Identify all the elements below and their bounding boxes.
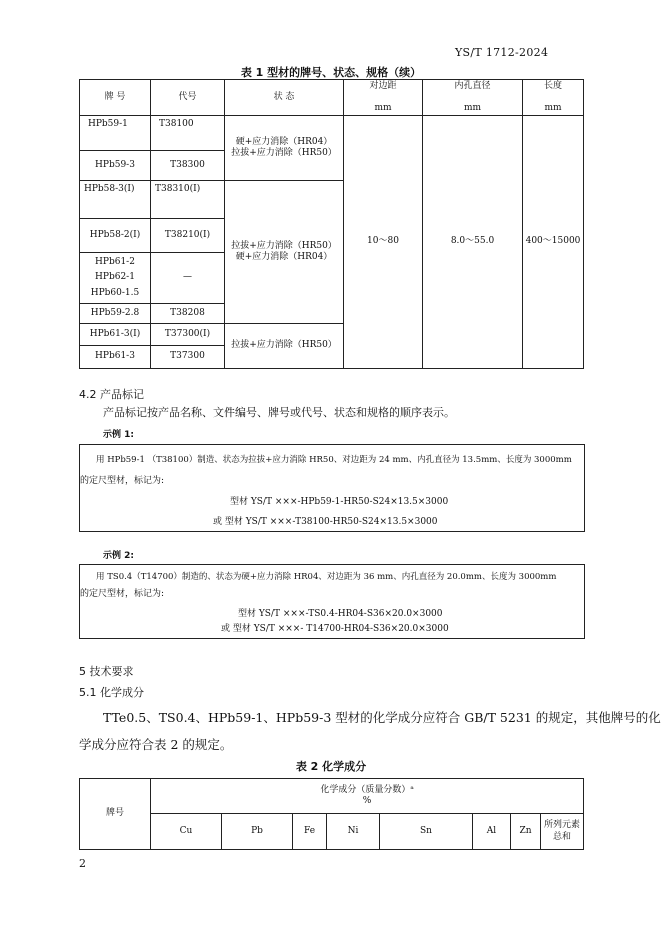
example1-label: 示例 1: (103, 430, 134, 440)
element-fe: Fe (293, 814, 327, 850)
section-5-1-heading: 5.1 化学成分 (79, 686, 144, 699)
element-pb: Pb (222, 814, 293, 850)
section-4-2-text: 产品标记按产品名称、文件编号、牌号或代号、状态和规格的顺序表示。 (103, 406, 455, 419)
example2-mark1: 型材 YS/T ×××-TS0.4-HR04-S36×20.0×3000 (238, 609, 443, 619)
code-cell: T38310(I) (151, 181, 225, 219)
grade-cell: HPb61-2 HPb62-1 HPb60-1.5 (80, 253, 151, 304)
table2 (79, 778, 584, 850)
example2-line2: 的定尺型材，标记为: (80, 589, 165, 599)
example1-line2: 的定尺型材，标记为: (80, 476, 165, 486)
code-cell: T38210(I) (151, 219, 225, 253)
element-sn: Sn (380, 814, 473, 850)
table-row (80, 116, 584, 151)
header-length: 长度 mm (523, 80, 584, 116)
code-cell: — (151, 253, 225, 304)
element-cu: Cu (151, 814, 222, 850)
state-cell: 硬+应力消除（HR04） 拉拔+应力消除（HR50） (225, 116, 344, 181)
element-total: 所列元素 总和 (541, 814, 584, 850)
code-cell: T38208 (151, 304, 225, 324)
header-code: 代号 (151, 80, 225, 116)
table2-group-header: 化学成分（质量分数）ᵃ % (151, 779, 584, 814)
header-flat: 对边距 mm (344, 80, 423, 116)
grade-cell: HPb61-3(I) (80, 324, 151, 346)
state-cell: 拉拔+应力消除（HR50） 硬+应力消除（HR04） (225, 181, 344, 324)
page-number: 2 (79, 857, 86, 870)
example2-label: 示例 2: (103, 551, 134, 561)
grade-cell: HPb59-3 (80, 151, 151, 181)
grade-cell: HPb58-2(I) (80, 219, 151, 253)
header-state: 状 态 (225, 80, 344, 116)
table1 (79, 79, 584, 369)
example1-box (79, 444, 585, 532)
standard-number: YS/T 1712-2024 (455, 46, 549, 59)
table2-grade-header: 牌号 (80, 779, 151, 850)
example2-line1: 用 TS0.4（T14700）制造的、状态为硬+应力消除 HR04、对边距为 36 mm、内孔直径为 20.0mm、长度为 3000mm (96, 572, 557, 582)
element-al: Al (473, 814, 511, 850)
section-5-1-line2: 学成分应符合表 2 的规定。 (79, 737, 233, 752)
example2-box (79, 564, 585, 639)
table2-title: 表 2 化学成分 (295, 760, 367, 773)
code-cell: T37300(Ⅰ) (151, 324, 225, 346)
example2-mark2: 或 型材 YS/T ×××- T14700-HR04-S36×20.0×3000 (221, 624, 449, 634)
header-grade: 牌 号 (80, 80, 151, 116)
element-zn: Zn (511, 814, 541, 850)
table1-header-row (80, 80, 584, 116)
code-cell: T38100 (151, 116, 225, 151)
example1-line1: 用 HPb59-1 （T38100）制造、状态为拉拔+应力消除 HR50、对边距为 24 mm、内孔直径为 13.5mm、长度为 3000mm (96, 455, 572, 465)
element-ni: Ni (327, 814, 380, 850)
length-value: 400～15000 (523, 116, 584, 369)
flat-value: 10～80 (344, 116, 423, 369)
section-4-2-heading: 4.2 产品标记 (79, 388, 144, 401)
grade-cell: HPb58-3(I) (80, 181, 151, 219)
code-cell: T37300 (151, 346, 225, 369)
code-cell: T38300 (151, 151, 225, 181)
state-cell: 拉拔+应力消除（HR50） (225, 324, 344, 369)
example1-mark1: 型材 YS/T ×××-HPb59-1-HR50-S24×13.5×3000 (230, 497, 449, 507)
grade-cell: HPb61-3 (80, 346, 151, 369)
table2-element-row (80, 814, 584, 850)
hole-value: 8.0～55.0 (423, 116, 523, 369)
grade-cell: HPb59-2.8 (80, 304, 151, 324)
section-5-1-line1: TTe0.5、TS0.4、HPb59-1、HPb59-3 型材的化学成分应符合 GB/T 5231 的规定，其他牌号的化 (103, 710, 661, 725)
table2-header-row (80, 779, 584, 814)
section-5-heading: 5 技术要求 (79, 665, 134, 678)
header-hole: 内孔直径 mm (423, 80, 523, 116)
grade-cell: HPb59-1 (80, 116, 151, 151)
example1-mark2: 或 型材 YS/T ×××-T38100-HR50-S24×13.5×3000 (213, 517, 438, 527)
table1-title: 表 1 型材的牌号、状态、规格（续） (240, 66, 422, 79)
